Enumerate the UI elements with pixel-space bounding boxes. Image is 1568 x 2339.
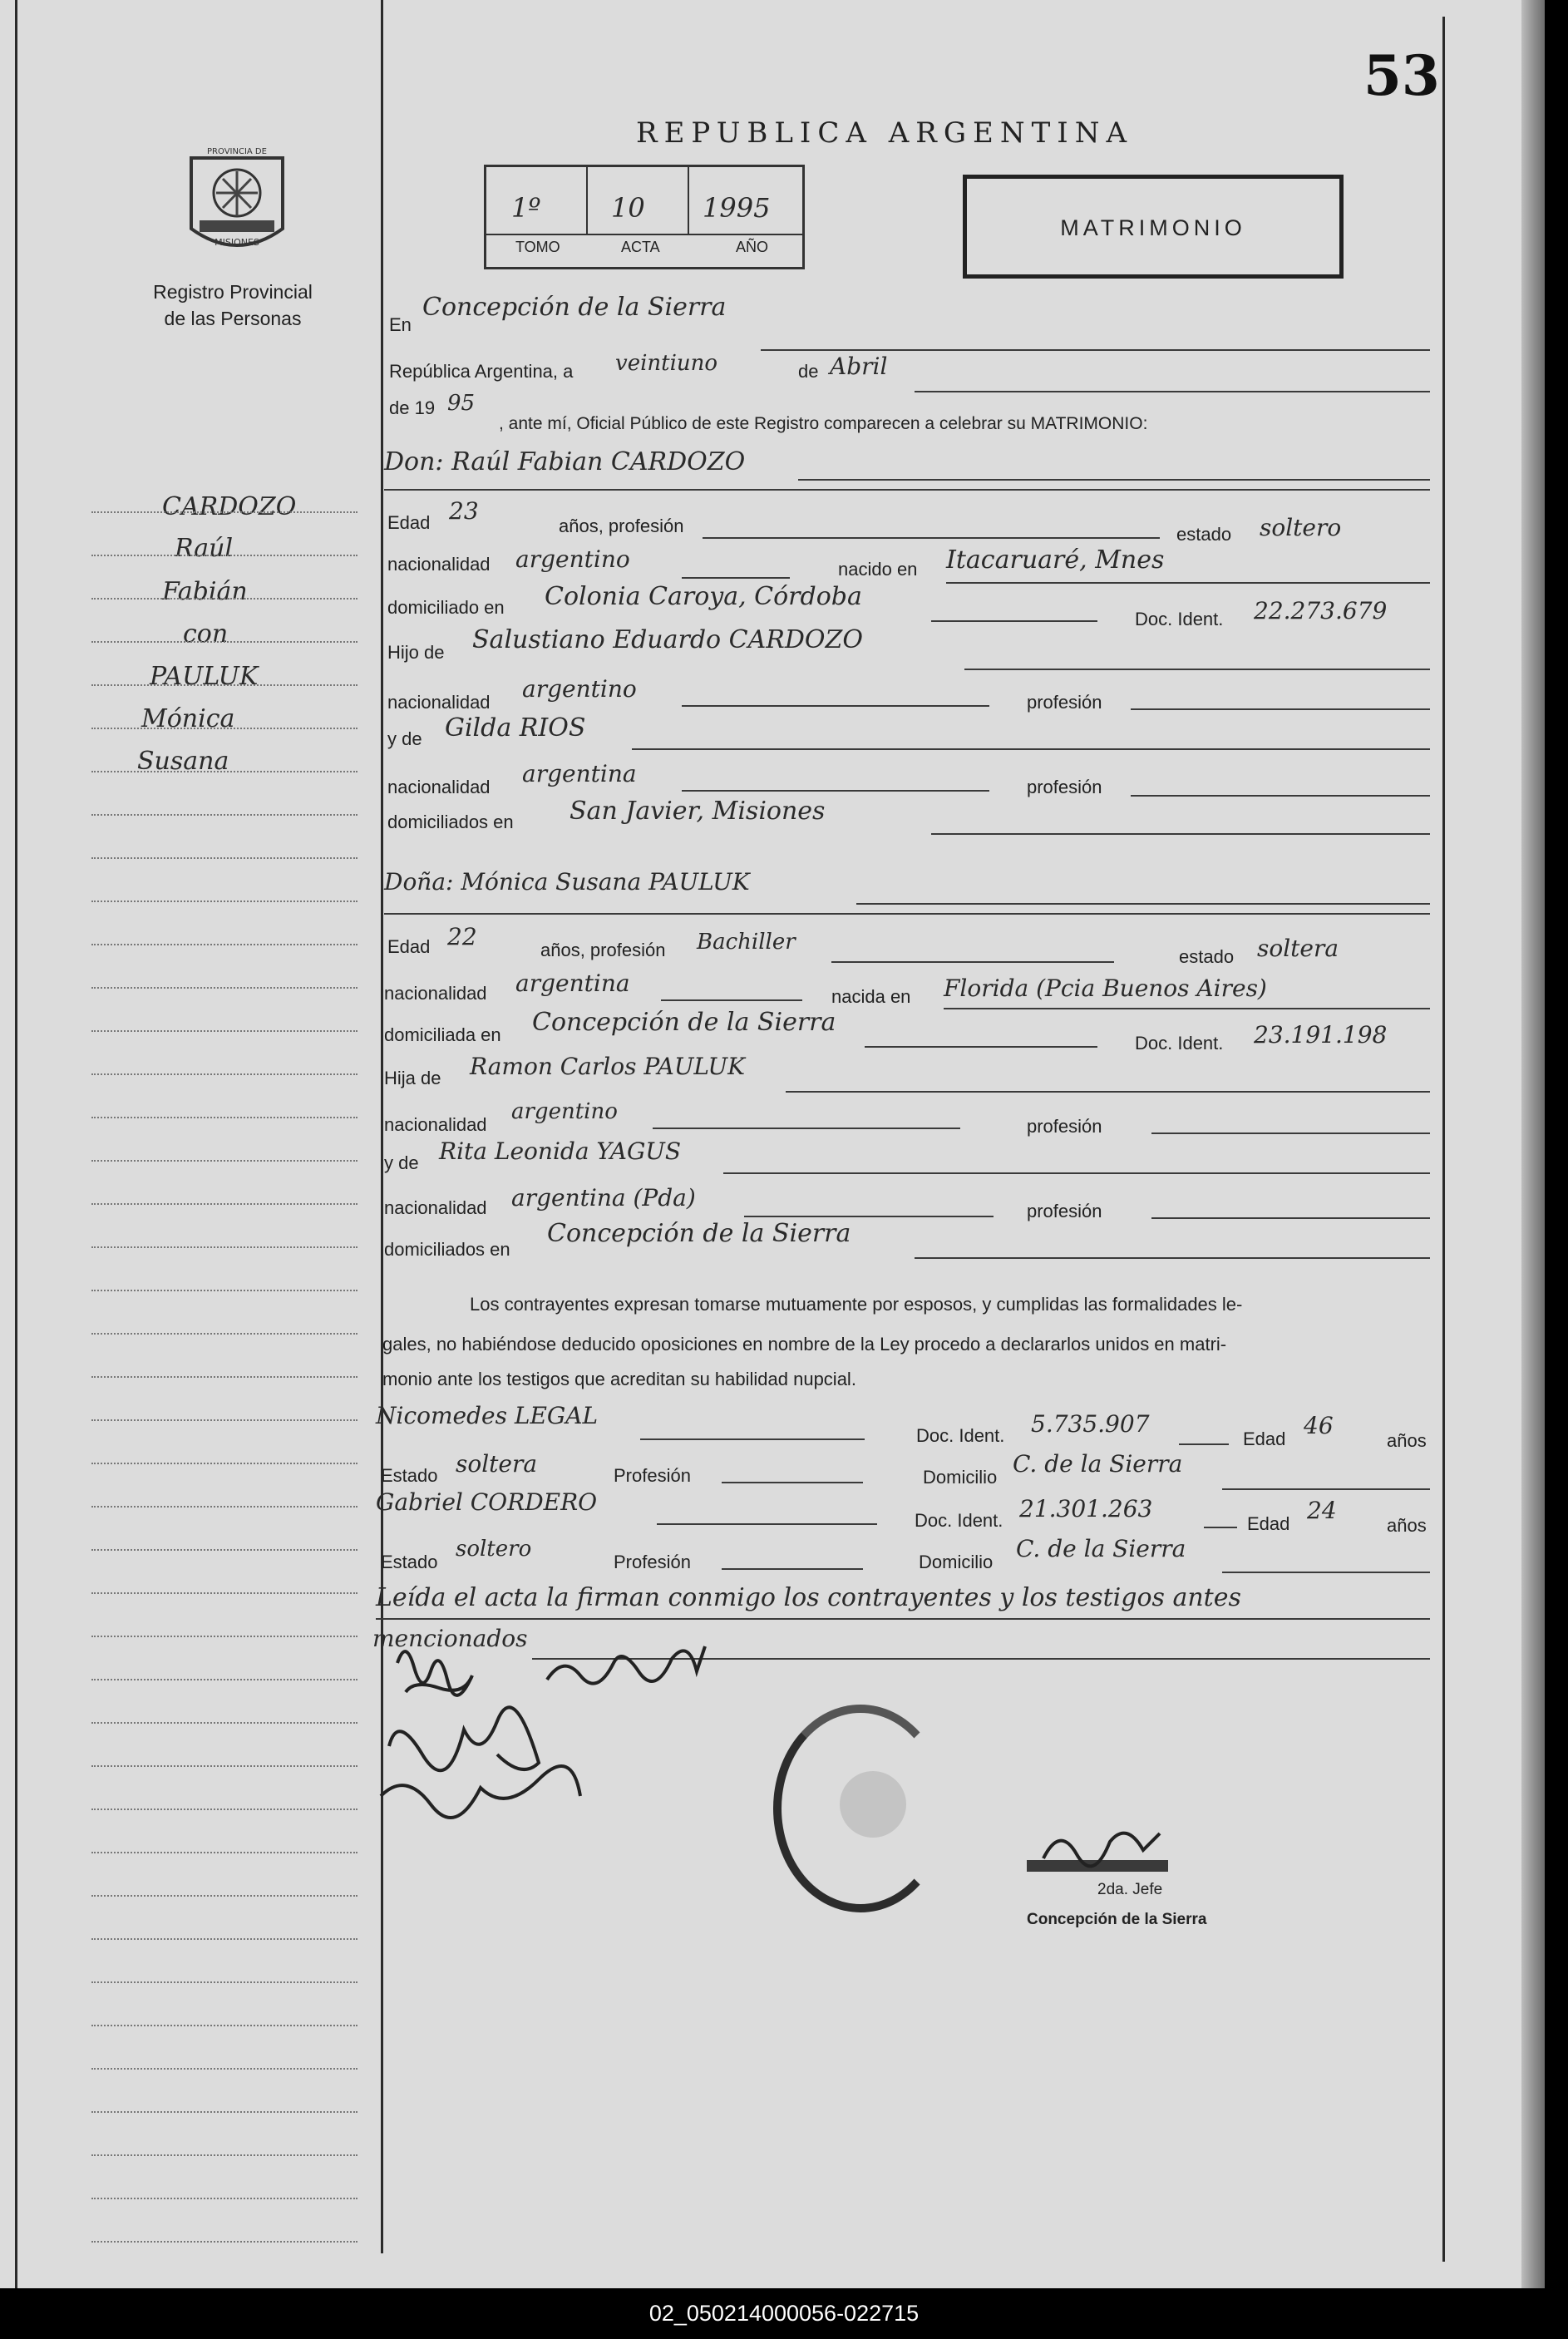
witness-2-estado: soltero <box>456 1537 532 1562</box>
bride-padre-prof-label: profesión <box>1027 1116 1102 1137</box>
bride-padres-dom-line <box>915 1257 1430 1259</box>
page-number: 53 <box>1363 43 1440 108</box>
witness-2-profesion-label: Profesión <box>614 1552 691 1572</box>
acta-label: ACTA <box>621 239 660 255</box>
witness-2-doc-line <box>1204 1527 1237 1528</box>
witness-1-name: Nicomedes LEGAL <box>376 1402 599 1429</box>
groom-nacionalidad-label: nacionalidad <box>387 554 491 575</box>
month-value: Abril <box>830 353 888 380</box>
margin-dotted-line <box>91 2154 357 2156</box>
margin-dotted-line <box>91 814 357 816</box>
witness-1-anos-label: años <box>1387 1430 1427 1451</box>
margin-name-4: con <box>183 619 229 649</box>
margin-dotted-line <box>91 1549 357 1551</box>
witness-2-profesion-line <box>722 1568 863 1570</box>
groom-name: Don: Raúl Fabian CARDOZO <box>384 447 746 476</box>
witness-2-domicilio-line <box>1222 1572 1430 1573</box>
bride-edad: 22 <box>447 923 477 950</box>
groom-name-line-2 <box>384 489 1430 491</box>
groom-yde-label: y de <box>387 728 422 749</box>
closing-line-2: mencionados <box>372 1625 528 1652</box>
groom-domicilio-label: domiciliado en <box>387 597 505 618</box>
margin-dotted-line <box>91 641 357 643</box>
bride-padre-nac: argentino <box>511 1099 618 1124</box>
witness-1-doc: 5.735.907 <box>1031 1410 1150 1438</box>
witness-1-doc-label: Doc. Ident. <box>916 1425 1005 1446</box>
registry-line-2: de las Personas <box>164 308 302 329</box>
bride-estado: soltera <box>1257 935 1339 962</box>
bride-domicilio-label: domiciliada en <box>384 1024 501 1045</box>
witness-2-estado-label: Estado <box>381 1552 438 1572</box>
margin-dotted-line <box>91 1592 357 1594</box>
margin-dotted-line <box>91 1895 357 1897</box>
page-edge <box>1521 0 1545 2288</box>
tomo-label: TOMO <box>515 239 560 255</box>
bride-madre-prof-line <box>1151 1217 1430 1219</box>
bride-nacida-line <box>944 1008 1430 1009</box>
day-value: veintiuno <box>615 351 718 376</box>
margin-dotted-line <box>91 1506 357 1508</box>
margin-dotted-line <box>91 1679 357 1680</box>
bride-profesion-line <box>831 961 1114 963</box>
groom-padres-dom-line <box>931 833 1430 835</box>
groom-nacido-label: nacido en <box>838 559 918 580</box>
witness-2-name: Gabriel CORDERO <box>376 1488 598 1516</box>
margin-dotted-line <box>91 1765 357 1767</box>
groom-padre-nac-line <box>682 705 989 707</box>
margin-dotted-line <box>91 1160 357 1162</box>
groom-estado: soltero <box>1260 514 1342 541</box>
celebration-place: Concepción de la Sierra <box>422 293 727 322</box>
witness-1-profesion-label: Profesión <box>614 1465 691 1486</box>
margin-dotted-line <box>91 1246 357 1248</box>
witness-2-anos-label: años <box>1387 1515 1427 1536</box>
record-number-box <box>484 165 805 269</box>
bride-nacida: Florida (Pcia Buenos Aires) <box>944 975 1267 1002</box>
de-label: de <box>798 361 819 382</box>
bride-madre-nac-label: nacionalidad <box>384 1197 487 1218</box>
margin-name-5: PAULUK <box>150 662 259 691</box>
bride-padre-line <box>786 1091 1430 1093</box>
witness-1-domicilio: C. de la Sierra <box>1013 1450 1183 1478</box>
margin-dotted-line <box>91 1203 357 1205</box>
witness-2-edad: 24 <box>1307 1497 1337 1524</box>
bride-madre: Rita Leonida YAGUS <box>439 1137 682 1165</box>
witness-2-edad-label: Edad <box>1247 1513 1290 1534</box>
margin-dotted-line <box>91 1981 357 1983</box>
margin-dotted-line <box>91 987 357 989</box>
right-rule <box>1442 17 1445 2262</box>
margin-name-3: Fabián <box>162 577 248 606</box>
groom-padre-line <box>964 669 1430 670</box>
svg-text:PROVINCIA DE: PROVINCIA DE <box>207 147 267 156</box>
margin-dotted-line <box>91 1419 357 1421</box>
margin-dotted-line <box>91 1938 357 1940</box>
margin-dotted-line <box>91 1636 357 1637</box>
acta-value: 10 <box>611 192 645 224</box>
groom-padre-nac-label: nacionalidad <box>387 692 491 713</box>
bride-domicilio-line <box>865 1046 1097 1048</box>
registry-name <box>108 279 357 332</box>
witness-1-name-line <box>640 1438 865 1440</box>
groom-nacido: Itacaruaré, Mnes <box>946 545 1165 575</box>
intro-sentence: , ante mí, Oficial Público de este Registro comparecen a celebrar su MATRIMONIO: <box>499 414 1148 433</box>
margin-dotted-line <box>91 1376 357 1378</box>
witness-1-profesion-line <box>722 1482 863 1483</box>
official-signature-icon <box>1027 1817 1193 1883</box>
footer-bar <box>0 2288 1568 2339</box>
country-title: REPUBLICA ARGENTINA <box>636 116 1134 150</box>
margin-dotted-line <box>91 2198 357 2199</box>
stamp-smudge <box>840 1771 906 1838</box>
official-title: 2da. Jefe <box>1097 1881 1163 1898</box>
witness-1-estado: soltera <box>456 1450 538 1478</box>
groom-madre-nac-label: nacionalidad <box>387 777 491 797</box>
margin-dotted-line <box>91 2111 357 2113</box>
bride-estado-label: estado <box>1179 946 1235 967</box>
groom-domicilio-line <box>931 620 1097 622</box>
margin-name-1: CARDOZO <box>162 492 297 521</box>
record-type: MATRIMONIO <box>1060 215 1246 240</box>
record-type-box <box>963 175 1344 279</box>
tomo-value: 1º <box>511 192 541 224</box>
box-divider <box>486 234 802 235</box>
groom-padre-nac: argentino <box>522 675 637 703</box>
margin-dotted-line <box>91 1463 357 1464</box>
place-line <box>761 349 1430 351</box>
bride-domicilio: Concepción de la Sierra <box>532 1008 836 1037</box>
bride-madre-nac: argentina (Pda) <box>511 1184 696 1211</box>
year-prefix: de 19 <box>389 397 436 418</box>
margin-dotted-line <box>91 1073 357 1075</box>
groom-padres-dom: San Javier, Misiones <box>570 797 826 826</box>
margin-dotted-line <box>91 1030 357 1032</box>
bride-madre-prof-label: profesión <box>1027 1201 1102 1221</box>
witness-2-domicilio-label: Domicilio <box>919 1552 994 1572</box>
witness-2-name-line <box>657 1523 877 1525</box>
bride-nacionalidad-label: nacionalidad <box>384 983 487 1004</box>
declaration-line-2: gales, no habiéndose deducido oposiciones en nombre de la Ley procedo a declararlos unidos en matri- <box>382 1334 1227 1355</box>
bride-padre: Ramon Carlos PAULUK <box>470 1053 746 1080</box>
month-line <box>915 391 1430 392</box>
margin-dotted-line <box>91 555 357 556</box>
witness-2-doc-label: Doc. Ident. <box>915 1510 1003 1531</box>
bride-madre-line <box>723 1172 1430 1174</box>
groom-hijo-label: Hijo de <box>387 642 445 663</box>
witness-2-domicilio: C. de la Sierra <box>1016 1535 1186 1562</box>
witness-1-edad-label: Edad <box>1243 1429 1286 1449</box>
year-suffix: 95 <box>447 391 476 416</box>
closing-line-1: Leída el acta la firman conmigo los contrayentes y los testigos antes <box>376 1583 1241 1612</box>
groom-madre-nac: argentina <box>522 760 637 787</box>
ano-value: 1995 <box>703 192 771 224</box>
groom-nacionalidad: argentino <box>515 545 630 573</box>
groom-padres-dom-label: domiciliados en <box>387 812 514 832</box>
bride-padre-nac-label: nacionalidad <box>384 1114 487 1135</box>
declaration-line-1: Los contrayentes expresan tomarse mutuamente por esposos, y cumplidas las formalidades le- <box>470 1294 1243 1315</box>
groom-padre: Salustiano Eduardo CARDOZO <box>472 625 863 654</box>
bride-nac-line <box>661 999 802 1001</box>
groom-estado-label: estado <box>1176 524 1232 545</box>
margin-name-7: Susana <box>137 747 229 776</box>
margin-dotted-line <box>91 771 357 772</box>
groom-profesion-line <box>703 537 1160 539</box>
bride-doc-label: Doc. Ident. <box>1135 1033 1224 1054</box>
margin-dotted-line <box>91 511 357 513</box>
margin-dotted-line <box>91 901 357 902</box>
witness-1-edad: 46 <box>1304 1412 1334 1439</box>
bride-profesion: Bachiller <box>697 930 796 955</box>
groom-anos-profesion-label: años, profesión <box>559 516 684 536</box>
groom-madre-prof-line <box>1131 795 1430 797</box>
bride-padre-prof-line <box>1151 1132 1430 1134</box>
bride-nacida-label: nacida en <box>831 986 911 1007</box>
groom-nac-line <box>682 577 790 579</box>
margin-name-6: Mónica <box>141 704 235 733</box>
provincial-seal-icon <box>183 141 291 258</box>
bride-name: Doña: Mónica Susana PAULUK <box>384 868 750 896</box>
groom-edad: 23 <box>449 497 479 525</box>
margin-dotted-line <box>91 944 357 945</box>
margin-dotted-line <box>91 728 357 729</box>
republica-label: República Argentina, a <box>389 361 574 382</box>
signatures-icon <box>372 1630 755 1854</box>
image-id: 02_050214000056-022715 <box>648 2301 920 2326</box>
groom-name-line <box>798 479 1430 481</box>
groom-madre: Gilda RIOS <box>445 713 586 743</box>
ano-label: AÑO <box>736 239 769 255</box>
margin-dotted-line <box>91 2068 357 2070</box>
margin-dotted-line <box>91 1722 357 1724</box>
margin-dotted-line <box>91 2025 357 2026</box>
groom-madre-line <box>632 748 1430 750</box>
margin-dotted-line <box>91 684 357 686</box>
groom-domicilio: Colonia Caroya, Córdoba <box>545 582 862 611</box>
groom-nacido-line <box>946 582 1430 584</box>
margin-dotted-line <box>91 598 357 600</box>
margin-dotted-line <box>91 1333 357 1335</box>
margin-dotted-line <box>91 857 357 859</box>
bride-hija-label: Hija de <box>384 1068 441 1088</box>
official-office: Concepción de la Sierra <box>1027 1911 1207 1928</box>
bride-padres-dom-label: domiciliados en <box>384 1239 510 1260</box>
bride-padres-dom: Concepción de la Sierra <box>547 1219 851 1248</box>
registry-line-1: Registro Provincial <box>153 281 313 303</box>
bride-name-line <box>856 903 1430 905</box>
margin-dotted-line <box>91 1290 357 1291</box>
bride-edad-label: Edad <box>387 936 431 957</box>
groom-edad-label: Edad <box>387 512 431 533</box>
witness-1-domicilio-line <box>1222 1488 1430 1490</box>
bride-padre-nac-line <box>653 1128 960 1129</box>
witness-1-doc-line <box>1179 1443 1229 1445</box>
groom-madre-prof-label: profesión <box>1027 777 1102 797</box>
svg-text:MISIONES: MISIONES <box>214 237 259 248</box>
bride-name-line-2 <box>384 913 1430 915</box>
margin-name-2: Raúl <box>175 534 234 563</box>
margin-dotted-line <box>91 1852 357 1853</box>
bride-doc: 23.191.198 <box>1254 1021 1388 1049</box>
groom-padre-prof-line <box>1131 708 1430 710</box>
bride-yde-label: y de <box>384 1152 419 1173</box>
bride-madre-nac-line <box>744 1216 994 1217</box>
groom-padre-prof-label: profesión <box>1027 692 1102 713</box>
en-label: En <box>389 314 412 335</box>
groom-doc-label: Doc. Ident. <box>1135 609 1224 629</box>
closing-line-1-rule <box>376 1618 1430 1620</box>
groom-madre-nac-line <box>682 790 989 792</box>
declaration-line-3: monio ante los testigos que acreditan su habilidad nupcial. <box>382 1369 856 1389</box>
margin-rule <box>381 0 383 2253</box>
witness-1-estado-label: Estado <box>381 1465 438 1486</box>
margin-dotted-line <box>91 1809 357 1810</box>
left-edge-rule <box>15 0 17 2288</box>
margin-dotted-line <box>91 2241 357 2243</box>
bride-anos-profesion-label: años, profesión <box>540 940 666 960</box>
witness-2-doc: 21.301.263 <box>1019 1495 1153 1522</box>
bride-nacionalidad: argentina <box>515 970 630 997</box>
witness-1-domicilio-label: Domicilio <box>923 1467 998 1488</box>
groom-doc: 22.273.679 <box>1254 597 1388 624</box>
margin-dotted-line <box>91 1117 357 1118</box>
